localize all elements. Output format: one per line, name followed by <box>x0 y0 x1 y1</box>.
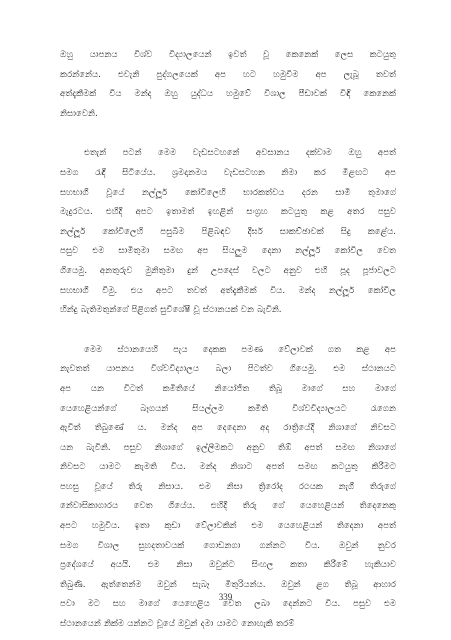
text-line: ප්‍රදේශයේ අයයි. එම නිසා ඔවුන්ට සිංහල කතා කිරීමේ හැකියාව <box>60 560 396 571</box>
text-line: පසුව එම සාමිතුමා සමඟ අප සියලුම දෙනා නල්ලූර් කෝවිල වෙත <box>60 246 396 257</box>
text-line: නල්ලූර් කෝවිලෙහි පසුබිම පිළිබඳව දීර්ඝ සාකච්ඡාවක් සිදු කළේය. <box>60 226 396 237</box>
text-line: නේවාසිකාගාරය වෙත ගියේය. එහිදී තිරු ගේ යෙහෙළියන් තිදෙනෙකු <box>60 501 396 512</box>
text-line: සහභාගී වූයේ නල්ලූර් කෝවිලෙහි භාරකත්වය දරන සාමි තුමාගේ <box>60 187 396 198</box>
body-text <box>60 46 396 635</box>
text-line: සමග විශාල සුහදතාවයක් ගොඩනගා ගන්නට විය. ඔවුන් නුවර <box>60 540 396 551</box>
text-line: සමග රැඳී සිටියේය. ශ්‍රමදානමය වැඩසටහන නිමා කර මීළඟට අප <box>60 167 396 178</box>
text-line: මැදුරටය. එහිදී අපට ඉතාමත් ඉහළින් සංග්‍රහ කටයුතු කළ අතර පසුව <box>60 207 396 218</box>
text-line: ස්ථානයෙන් නික්ම යන්නට වූයේ ඔවුන් දමා යාමට නොහැකි තරම් <box>60 619 295 630</box>
text-line: ඇවිත් තිබුණේ ය. මන්ද අප දෙදෙනා අද රාත්‍රියේදී නිශාගේ නිවසට <box>60 423 396 434</box>
text-line: පහසු වූයේ තිරු නිසාය. එම නිසා ත්‍රිරෝද රථයක නැගී තිරුගේ <box>60 481 396 492</box>
text-line: අත්දැකීමක් විය මන්ද ඔහු යුද්ධය හමුවේ විශාල පීඩාවක් විඳි කෙනෙක් <box>60 89 396 100</box>
text-line: සහභාගී වීමු. එය අපට තවත් අත්දැකීමක් විය. මන්ද නල්ලූර් කෝවිල <box>60 285 396 296</box>
text-line: මෙම ස්ථානයෙහි පැය දෙකක පමණ වේලාවක් ගත කළ අප <box>84 344 396 355</box>
paragraph-gap <box>60 321 396 341</box>
text-line: නිවසට යාමට කැමති විය. මන්ද නිශාට අපත් සමඟ කටයුතු කිරීමට <box>60 462 396 473</box>
text-line: යෙහෙළියන්ගේ බෑගයන් සියල්ලම කමිති විශ්වවිද්‍යාලයට රැගෙන <box>60 403 396 414</box>
text-line: ගියෙමු. අනතුරුව මුනිතුමා දුන් උපදෙස් වලට අනුව එහි පූද පූජාවලට <box>60 265 396 276</box>
text-line: නැවතත් යාපනය විශ්වවිද්‍යාලය බලා පිටත්ව ගියෙමු. එම ස්ථානයට <box>60 364 396 375</box>
text-line: නිසාවෙනි. <box>60 108 98 119</box>
paragraph <box>60 341 396 635</box>
text-line: කරන්නේය. එවැනි පුද්ගලයෙක් අප හට හමුවීම අප ලැබූ තවත් <box>60 69 396 80</box>
page-number: 339 <box>218 592 233 602</box>
paragraph <box>60 144 396 320</box>
text-line: තිබුණි. ඇත්තෙන්ම ඔවුන් සැබෑ මිතුරියන්ය. ඔවුන් ළග තිබූ ආහාර <box>60 579 396 590</box>
text-line: අපට හමුවිය. ඉතා කුඩා වේලාවකින් එම යෙහෙළියන් තිදෙනා අපත් <box>60 521 396 532</box>
text-line: එතැන් පටන් මෙම වැඩසටහනේ අවසානය දක්වාම ඔහු අපත් <box>84 148 396 159</box>
text-line: ඔහු යාපනය විශ්ව විද්‍යාලයෙන් ඉවත් වූ කෙනෙක් ලෙස කටයුතු <box>60 50 396 60</box>
text-line: යන බැවිනි. පසුව නිශාගේ ඉල්ලීමකට අනුව තිඹ් අපත් සමඟ නිශාගේ <box>60 442 396 453</box>
paragraph-gap <box>60 124 396 144</box>
paragraph <box>60 46 396 124</box>
text-line: අප යන විටත් කමිතියේ නියෝජිත තිබූ මාගේ සහ මාගේ <box>60 383 396 394</box>
text-line: හින්දු බැතිමතුන්ගේ පිළිගත් සුවිශේෂී වූ ස්ථානයක් වන බැවිනි. <box>60 305 282 316</box>
text-line: පවා මට සහ මාගේ යෙහෙළිය වෙත ලබා දෙන්නට විය. පසුව එම <box>60 599 396 610</box>
